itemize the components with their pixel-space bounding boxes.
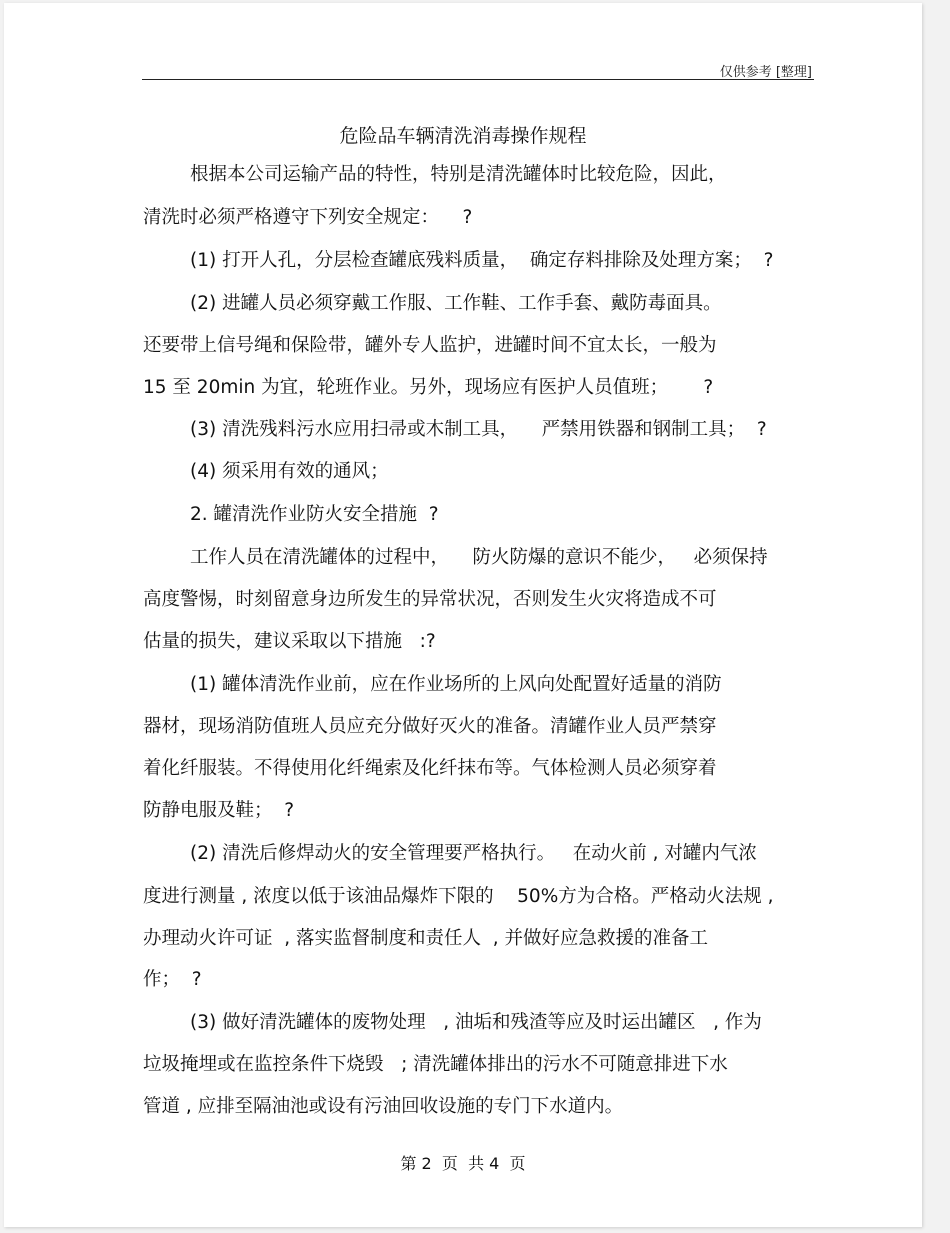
body-line: (2) 进罐人员必须穿戴工作服、工作鞋、工作手套、戴防毒面具。 (190, 293, 722, 314)
body-line: 器材，现场消防值班人员应充分做好灭火的准备。清罐作业人员严禁穿 (143, 716, 717, 737)
body-line: 着化纤服装。不得使用化纤绳索及化纤抹布等。气体检测人员必须穿着 (143, 758, 717, 779)
header-rule (142, 79, 814, 80)
body-line: 工作人员在清洗罐体的过程中， 防火防爆的意识不能少， 必须保持 (190, 547, 768, 568)
body-line: 清洗时必须严格遵守下列安全规定： ? (143, 207, 473, 228)
body-line: 15 至 20min 为宜，轮班作业。另外，现场应有医护人员值班； ? (143, 377, 714, 398)
body-line: (1) 打开人孔，分层检查罐底残料质量， 确定存料排除及处理方案； ? (190, 250, 774, 271)
body-line: 估量的损失，建议采取以下措施 :? (143, 631, 436, 652)
body-line: 高度警惕，时刻留意身边所发生的异常状况，否则发生火灾将造成不可 (143, 589, 717, 610)
section-heading: 2. 罐清洗作业防火安全措施 ? (190, 504, 439, 525)
page-number-footer: 第 2 页 共 4 页 (400, 1154, 526, 1173)
body-line: 管道 , 应排至隔油池或设有污油回收设施的专门下水道内。 (143, 1096, 624, 1117)
body-line: (3) 做好清洗罐体的废物处理 , 油垢和残渣等应及时运出罐区 , 作为 (190, 1012, 762, 1033)
header-label: 仅供参考 [整理] (719, 65, 812, 80)
document-title: 危险品车辆清洗消毒操作规程 (339, 125, 587, 147)
body-line: (1) 罐体清洗作业前，应在作业场所的上风向处配置好适量的消防 (190, 674, 722, 695)
body-line: (2) 清洗后修焊动火的安全管理要严格执行。 在动火前 , 对罐内气浓 (190, 843, 757, 864)
body-line: 垃圾掩埋或在监控条件下烧毁 ; 清洗罐体排出的污水不可随意排进下水 (143, 1054, 728, 1075)
body-line: 还要带上信号绳和保险带，罐外专人监护，进罐时间不宜太长，一般为 (143, 335, 717, 356)
body-line: 度进行测量 , 浓度以低于该油品爆炸下限的 50%方为合格。严格动火法规 , (143, 886, 774, 907)
body-line: 作； ? (143, 969, 202, 990)
document-page (4, 3, 922, 1227)
body-line: (4) 须采用有效的通风； (190, 461, 389, 482)
body-line: (3) 清洗残料污水应用扫帚或木制工具， 严禁用铁器和钢制工具； ? (190, 419, 767, 440)
body-line: 防静电服及鞋； ? (143, 800, 295, 821)
body-line: 办理动火许可证 , 落实监督制度和责任人 , 并做好应急救援的准备工 (143, 928, 709, 949)
body-line: 根据本公司运输产品的特性，特别是清洗罐体时比较危险，因此， (190, 164, 727, 185)
